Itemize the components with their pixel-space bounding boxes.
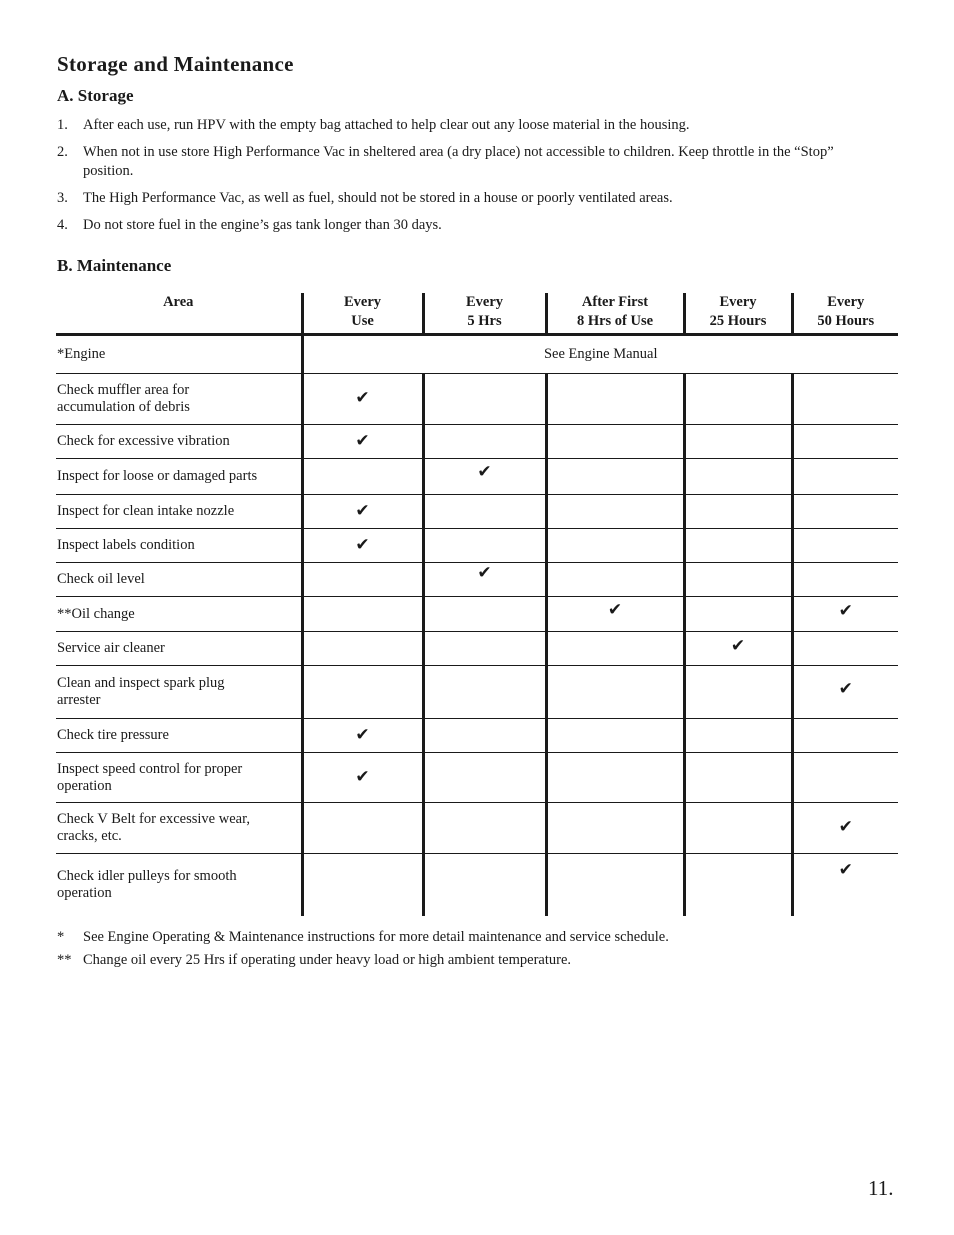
interval-cell (792, 597, 898, 632)
area-cell: Check idler pulleys for smooth operation (57, 867, 237, 901)
storage-item-number: 1. (57, 117, 68, 133)
table-row (56, 425, 898, 459)
column-header-interval: Every 25 Hours (684, 293, 792, 335)
interval-cell (302, 632, 423, 666)
column-header-interval: Every 50 Hours (792, 293, 898, 335)
check-mark-icon: ✔ (607, 600, 623, 620)
page-title: Storage and Maintenance (57, 52, 294, 76)
interval-cell (302, 803, 423, 854)
interval-cell (302, 459, 423, 495)
interval-cell (684, 374, 792, 425)
interval-cell (302, 666, 423, 719)
interval-cell (792, 803, 898, 854)
interval-cell (792, 753, 898, 803)
footnote-mark: * (57, 929, 65, 945)
table-row (56, 854, 898, 916)
check-mark-icon: ✔ (355, 766, 370, 787)
interval-cell (302, 854, 423, 916)
area-cell: Check muffler area for accumulation of debris (56, 374, 302, 425)
table-row (56, 597, 898, 632)
interval-cell (684, 597, 792, 632)
area-cell: Check oil level (56, 563, 302, 597)
interval-cell (546, 374, 684, 425)
interval-cell (684, 563, 792, 597)
check-mark-icon: ✔ (838, 859, 853, 880)
interval-cell (423, 632, 546, 666)
column-header-interval: Every 5 Hrs (423, 293, 546, 335)
interval-cell (684, 666, 792, 719)
footnote (57, 928, 857, 947)
area-cell: Clean and inspect spark plug arrester (56, 666, 302, 719)
interval-cell (423, 529, 546, 563)
area-cell: Inspect labels condition (56, 529, 302, 563)
area-cell: Check V Belt for excessive wear, cracks, etc. (56, 803, 302, 854)
interval-cell (423, 374, 546, 425)
area-cell: Inspect for clean intake nozzle (56, 495, 302, 529)
storage-item (57, 189, 837, 208)
check-mark-icon: ✔ (355, 430, 370, 451)
check-mark-icon: ✔ (477, 461, 492, 482)
interval-cell (792, 632, 898, 666)
storage-item (57, 143, 837, 181)
interval-cell (684, 854, 792, 916)
table-row-engine (56, 335, 898, 374)
area-cell: Inspect for loose or damaged parts (56, 459, 302, 495)
interval-cell (546, 719, 684, 753)
table-row (56, 632, 898, 666)
column-header-interval: Every Use (302, 293, 423, 335)
table-row (56, 753, 898, 803)
interval-cell (423, 854, 546, 916)
area-cell: **Oil change (56, 597, 302, 632)
interval-cell (302, 495, 423, 529)
maintenance-heading: B. Maintenance (57, 256, 172, 275)
interval-cell (302, 753, 423, 803)
interval-cell (423, 597, 546, 632)
table-row (56, 374, 898, 425)
storage-item (57, 216, 837, 235)
footnote (57, 951, 857, 970)
interval-cell (546, 854, 684, 916)
check-mark-icon: ✔ (838, 817, 853, 837)
interval-cell (302, 597, 423, 632)
interval-cell (423, 495, 546, 529)
interval-cell (546, 632, 684, 666)
interval-cell (546, 495, 684, 529)
column-header-interval: After First 8 Hrs of Use (546, 293, 684, 335)
footnote-text: See Engine Operating & Maintenance instructions for more detail maintenance and service schedule. (83, 929, 669, 945)
footnote-text: Change oil every 25 Hrs if operating under heavy load or high ambient temperature. (83, 952, 572, 968)
interval-cell (302, 529, 423, 563)
check-mark-icon: ✔ (355, 534, 370, 555)
interval-cell (792, 374, 898, 425)
table-row (56, 529, 898, 563)
area-cell: Check tire pressure (56, 719, 302, 753)
table-row (56, 719, 898, 753)
table-row (56, 803, 898, 854)
interval-cell (423, 425, 546, 459)
interval-cell (792, 529, 898, 563)
interval-cell (302, 719, 423, 753)
interval-cell (546, 803, 684, 854)
interval-cell (546, 597, 684, 632)
interval-cell (423, 459, 546, 495)
check-mark-icon: ✔ (477, 562, 492, 583)
interval-cell (684, 753, 792, 803)
storage-item-text: The High Performance Vac, as well as fuel, should not be stored in a house or poorly ventilated areas. (83, 190, 673, 206)
interval-cell (423, 719, 546, 753)
check-mark-icon: ✔ (730, 635, 746, 656)
interval-cell (684, 632, 792, 666)
footnote-mark: ** (57, 952, 72, 968)
interval-cell (423, 803, 546, 854)
storage-heading: A. Storage (57, 86, 134, 105)
interval-cell (423, 753, 546, 803)
interval-cell (684, 719, 792, 753)
interval-cell (684, 529, 792, 563)
interval-cell (792, 719, 898, 753)
interval-cell (546, 425, 684, 459)
check-mark-icon: ✔ (838, 679, 853, 699)
interval-cell (792, 495, 898, 529)
engine-area-cell: *Engine (56, 335, 302, 374)
storage-item-text: Do not store fuel in the engine’s gas tank longer than 30 days. (83, 217, 442, 233)
area-cell: Service air cleaner (56, 632, 302, 666)
storage-item-number: 2. (57, 144, 68, 160)
interval-cell (423, 563, 546, 597)
interval-cell (792, 563, 898, 597)
storage-item (57, 116, 837, 135)
see-engine-manual-note: See Engine Manual (302, 335, 898, 374)
footnotes (57, 928, 857, 974)
area-cell: Inspect speed control for proper operation (56, 753, 302, 803)
interval-cell (684, 459, 792, 495)
interval-cell (302, 374, 423, 425)
interval-cell (684, 495, 792, 529)
interval-cell (423, 666, 546, 719)
area-cell: Check for excessive vibration (56, 425, 302, 459)
interval-cell (546, 459, 684, 495)
page-number: 11. (868, 1176, 894, 1200)
check-mark-icon: ✔ (355, 724, 370, 745)
interval-cell (546, 753, 684, 803)
interval-cell (684, 425, 792, 459)
table-row (56, 666, 898, 719)
table-header-row (56, 293, 898, 335)
interval-cell (792, 854, 898, 916)
column-header-area: Area (56, 293, 302, 335)
interval-cell (684, 803, 792, 854)
maintenance-table (56, 293, 898, 916)
check-mark-icon: ✔ (355, 388, 370, 408)
table-row (56, 459, 898, 495)
table-row (56, 563, 898, 597)
interval-cell (546, 563, 684, 597)
interval-cell (792, 425, 898, 459)
storage-item-text: After each use, run HPV with the empty bag attached to help clear out any loose material in the housing. (83, 117, 690, 133)
interval-cell (302, 425, 423, 459)
storage-item-number: 3. (57, 190, 68, 206)
check-mark-icon: ✔ (838, 601, 853, 621)
interval-cell (546, 529, 684, 563)
interval-cell (546, 666, 684, 719)
interval-cell (792, 666, 898, 719)
interval-cell (302, 563, 423, 597)
interval-cell (792, 459, 898, 495)
storage-item-text: When not in use store High Performance Vac in sheltered area (a dry place) not accessible to children. Keep throttle in the “Stop” position. (83, 144, 834, 179)
storage-list (57, 116, 837, 235)
check-mark-icon: ✔ (355, 500, 370, 521)
storage-item-number: 4. (57, 217, 68, 233)
table-row (56, 495, 898, 529)
